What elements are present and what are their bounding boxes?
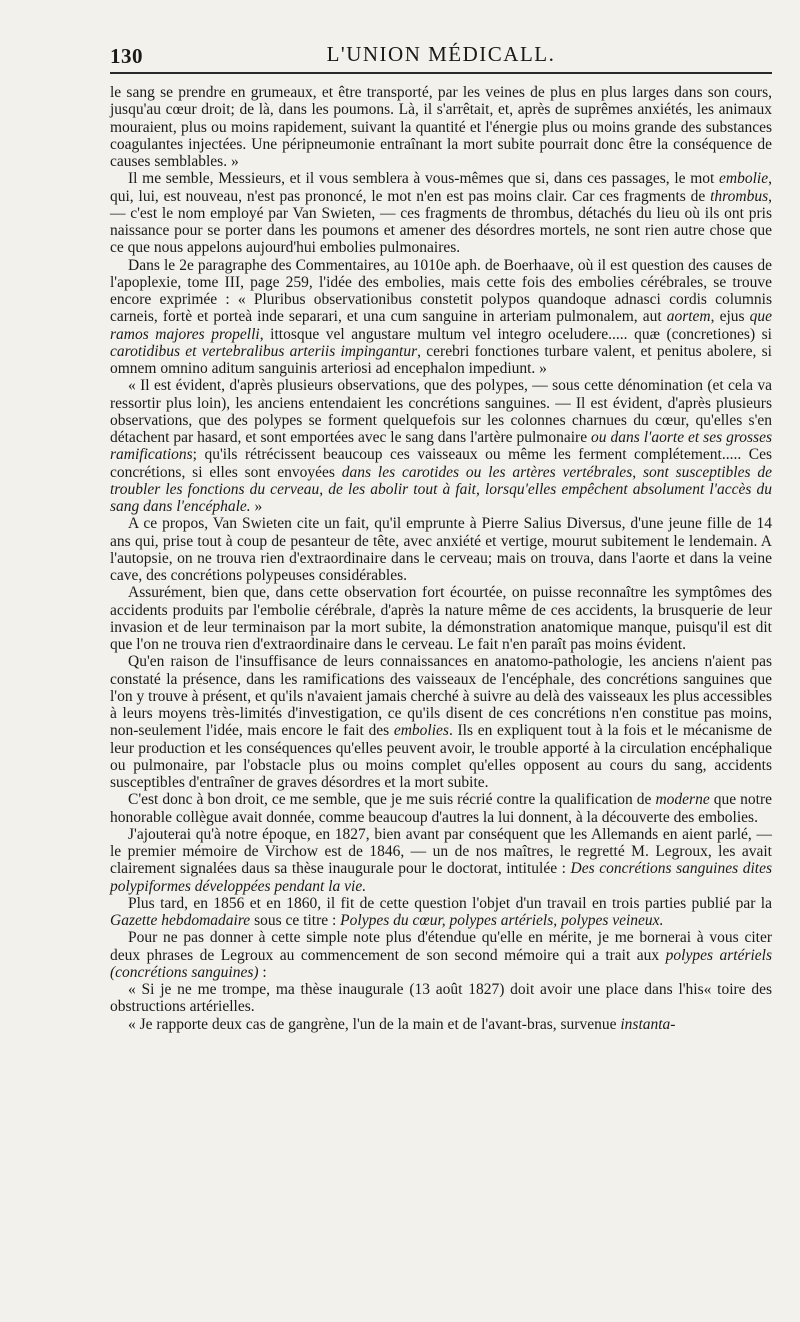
paragraph xyxy=(110,170,772,256)
text-run: . Ils en expliquent tout à la fois et le mécanisme de leur production et les conséquences qu'elles peuvent avoir, le trouble apporté à la circulation encéphalique ou pulmonaire, par l'obstacle plus ou moins complet qu'elles opposent au cours du sang, accidents susceptibles d'entraîner de graves désordres et la mort subite. xyxy=(110,722,772,791)
italic-text: thrombus xyxy=(710,187,769,205)
text-run: C'est donc à bon droit, ce me semble, que je me suis récrié contre la qualification de xyxy=(128,791,656,809)
italic-text: polypes artériels (concrétions sanguines) xyxy=(110,946,772,981)
italic-text: dans les carotides ou les artères vertébrales, sont susceptibles de troubler les fonctions du cerveau, de les abolir tout à fait, lorsqu'elles empêchent absolument l'accès du sang dans l'encéphale. xyxy=(110,463,772,515)
italic-text: carotidibus et vertebralibus arteriis impingantur xyxy=(110,342,418,360)
italic-text: embolie xyxy=(719,170,769,188)
body-text xyxy=(110,84,772,1033)
paragraph xyxy=(110,257,772,378)
page-header xyxy=(110,30,772,74)
italic-text: moderne xyxy=(655,791,710,809)
paragraph xyxy=(110,929,772,981)
text-run: A ce propos, Van Swieten cite un fait, qu'il emprunte à Pierre Salius Diversus, d'une jeune fille de 14 ans qui, prise tout à coup de pesanteur de tête, avec anxiété et vertige, mourut subitement le lendemain. A l'autopsie, on ne trouva rien d'extraordinaire dans le cerveau; mais on trouva, dans l'aorte et dans la veine cave, des concrétions polypeuses considérables. xyxy=(110,515,772,584)
text-run: « Si je ne me trompe, ma thèse inaugurale (13 août 1827) doit avoir une place dans l'his« toire des obstructions artérielles. xyxy=(110,981,772,1016)
text-run: Il me semble, Messieurs, et il vous semblera à vous-mêmes que si, dans ces passages, le mot xyxy=(128,170,720,188)
text-run: que notre honorable collègue avait donnée, comme beaucoup d'autres la lui donnent, à la découverte des embolies. xyxy=(110,791,773,826)
text-run: , ittosque vel angustare multum vel integro oceludere..... quæ (concretiones) si xyxy=(259,325,772,343)
text-run: ; qu'ils rétrécissent beaucoup ces vaisseaux ou même les ferment complétement..... Ces concrétions, si elles sont envoyées xyxy=(110,446,772,481)
paragraph xyxy=(110,981,772,1016)
paragraph xyxy=(110,653,772,791)
text-run: Qu'en raison de l'insuffisance de leurs connaissances en anatomo-pathologie, les anciens n'aient pas constaté la présence, dans les ramifications des vaisseaux de l'encéphale, des concrétions sanguines que l'on y trouve à présent, et qu'ils n'avaient jamais cherché à suivre au delà des vaisseaux les plus accessibles à leurs moyens très-limités d'investigation, ce qu'ils disent de ces concrétions n'en constitue pas moins, non-seulement l'idée, mais encore le fait des xyxy=(110,653,772,740)
text-run: Dans le 2e paragraphe des Commentaires, au 1010e aph. de Boerhaave, où il est question des causes de l'apoplexie, tome III, page 259, l'idée des embolies, mais cette fois des embolies cérébrales, se trouve encore exprimée : « Pluribus observationibus constetit polypos quandoque adnasci cordis columnis carneis, fortè et porteà inde separari, et una cum sanguine in arteriam pulmonalem, aut xyxy=(110,256,772,326)
italic-text: Des concrétions sanguines dites polypiformes développées pendant la vie. xyxy=(110,860,772,895)
text-run: , qui, lui, est nouveau, n'est pas prononcé, le mot n'en est pas moins clair. Car ces fragments de xyxy=(110,170,772,205)
text-run: Pour ne pas donner à cette simple note plus d'étendue qu'elle en mérite, je me bornerai à vous citer deux phrases de Legroux au commencement de son second mémoire qui a trait aux xyxy=(110,929,772,964)
page-number: 130 xyxy=(110,44,143,68)
paragraph xyxy=(110,84,772,170)
paragraph xyxy=(110,826,772,895)
italic-text: instanta- xyxy=(620,1015,676,1033)
text-run: , cerebri fonctiones turbare valent, et penitus abolere, si omnem omnino aditum sanguinis arteriosi ad encephalon impediunt. » xyxy=(110,342,772,377)
paragraph xyxy=(110,791,772,826)
text-run: J'ajouterai qu'à notre époque, en 1827, bien avant par conséquent que les Allemands en aient parlé, — le premier mémoire de Virchow est de 1846, — un de nos maîtres, le regretté M. Legroux, les avait clairement signalées daus sa thèse inaugurale pour le doctorat, intitulée : xyxy=(110,825,772,878)
text-run: , — c'est le nom employé par Van Swieten, — ces fragments de thrombus, détachés du lieu où ils ont pris naissance pour se porter dans les poumons et amener des désordres mortels, ne sont rien autre chose que ce que nous appelons aujourd'hui embolies pulmonaires. xyxy=(110,187,772,257)
italic-text: ou dans l'aorte et ses grosses ramifications xyxy=(110,429,773,464)
italic-text: embolies xyxy=(393,722,449,740)
text-run: « Il est évident, d'après plusieurs observations, que des polypes, — sous cette dénomination (et cela va ressortir plus loin), les anciens entendaient les concrétions sanguines. — Il est évident, d'après plusieurs observations, que des polypes se forment quelquefois sur les colonnes charnues du cœur, qu'elles s'en détachent par hasard, et sont emportées avec le sang dans l'artère pulmonaire xyxy=(110,377,772,446)
paragraph xyxy=(110,377,772,515)
paragraph xyxy=(110,1016,772,1033)
running-title: L'UNION MÉDICALL. xyxy=(326,42,556,66)
paragraph xyxy=(110,584,772,653)
text-run: Assurément, bien que, dans cette observation fort écourtée, on puisse reconnaître les symptômes des accidents produits par l'embolie cérébrale, d'après la nature même de ces accidents, la brusquerie de leur invasion et de leur terminaison par la mort subite, la démonstration anatomique manque, puisqu'il est dit que l'on ne trouva rien d'extraordinaire dans le cerveau. Le fait n'en paraît pas moins évident. xyxy=(110,584,772,653)
italic-text: Polypes du cœur, polypes artériels, polypes veineux. xyxy=(340,912,664,929)
italic-text: que ramos majores propelli xyxy=(110,308,772,343)
text-run: le sang se prendre en grumeaux, et être transporté, par les veines de plus en plus larges dans son cours, jusqu'au cœur droit; de là, dans les poumons. Là, il s'arrêtait, et, après de suprêmes anxiétés, les animaux mouraient, plus ou moins rapidement, suivant la quantité et l'énergie plus ou moins grande des substances coagulantes injectées. Une péripneumonie entraînant la mort subite pourrait donc être la conséquence de causes semblables. » xyxy=(110,84,772,170)
text-run: sous ce titre : xyxy=(250,912,341,929)
paragraph xyxy=(110,895,772,930)
text-run: » xyxy=(250,498,263,515)
italic-text: aortem xyxy=(666,308,711,326)
text-run: , ejus xyxy=(710,308,750,326)
text-run: Plus tard, en 1856 et en 1860, il fit de cette question l'objet d'un travail en trois parties publié par la xyxy=(128,894,772,912)
text-run: : xyxy=(258,963,267,981)
text-run: « Je rapporte deux cas de gangrène, l'un de la main et de l'avant-bras, survenue xyxy=(128,1015,621,1033)
italic-text: Gazette hebdomadaire xyxy=(110,912,251,929)
paragraph xyxy=(110,515,772,584)
